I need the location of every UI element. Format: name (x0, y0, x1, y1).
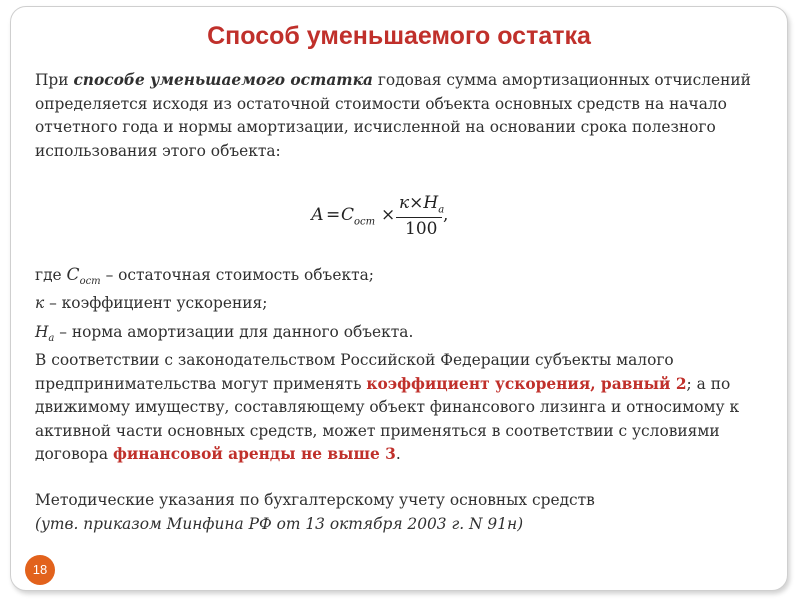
formula-denominator: 100 (405, 219, 438, 239)
definition-c-ost: где $С_{ост}$ – остаточная стоимость объекта; (35, 265, 374, 288)
page-number-badge: 18 (25, 555, 55, 585)
intro-paragraph (35, 69, 775, 163)
definition-h-a: $Н_а$ – норма амортизации для данного объекта. (35, 323, 414, 345)
formula-c: $С_{ост}$ (341, 205, 376, 228)
intro-prefix: При (35, 71, 74, 89)
definition-k: к – коэффициент ускорения; (35, 294, 268, 312)
highlight-lease: финансовой аренды не выше 3 (112, 445, 396, 464)
reference-line-2: (утв. приказом Минфина РФ от 13 октября 2003 г. N 91н) (35, 514, 524, 533)
intro-body: годовая сумма амортизационных отчислений определяется исходя из остаточной стоимости объекта основных средств на начало отчетного года и нормы амортизации, исчисленной на основании срока полезного использования этого объекта: (35, 71, 751, 160)
formula-lhs: А (311, 205, 324, 225)
formula-numerator: $к\times Н_а$ (399, 193, 445, 216)
reference-paragraph (35, 489, 775, 536)
formula-times: × (381, 205, 396, 225)
fraction-bar (396, 217, 442, 218)
formula-equals: = (326, 205, 341, 225)
reference-line-1: Методические указания по бухгалтерскому учету основных средств (35, 491, 595, 509)
slide (10, 6, 788, 591)
slide-title: Способ уменьшаемого остатка (207, 22, 591, 50)
formula-comma: , (443, 205, 449, 225)
intro-emphasis: способе уменьшаемого остатка (73, 71, 373, 89)
highlight-coefficient: коэффициент ускорения, равный 2 (366, 374, 687, 393)
law-paragraph: В соответствии с законодательством Российской Федерации субъекты малого предпринимательства могут применять коэффициент ускорения, равный 2; а по движимому имуществу, составляющему объект финансового лизинга и относимому к активной части основных средств, может применяться в соответствии с условиями договора финансовой аренды не выше 3. (35, 351, 740, 464)
